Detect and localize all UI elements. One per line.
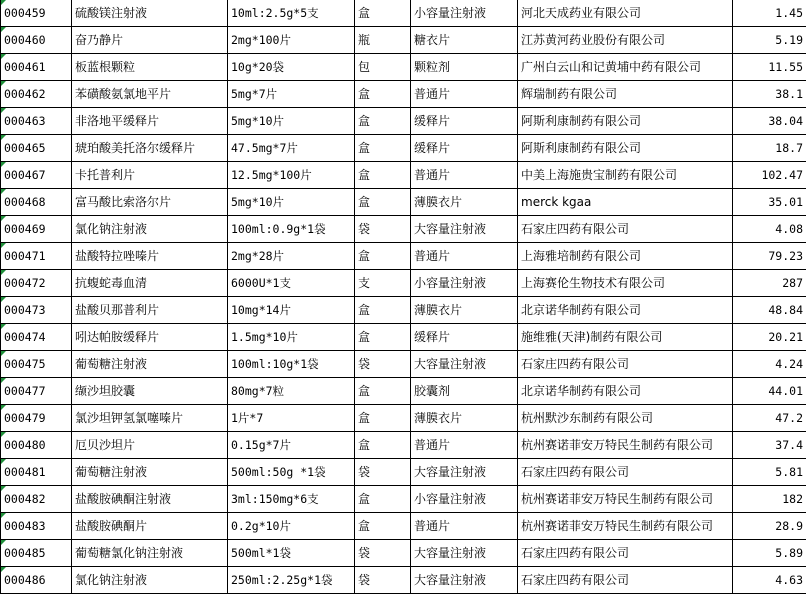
cell-spec[interactable]: 250ml:2.25g*1袋	[228, 567, 355, 594]
cell-manufacturer[interactable]: 石家庄四药有限公司	[518, 567, 733, 594]
cell-code[interactable]: 000474	[1, 324, 72, 351]
cell-dosage-form[interactable]: 大容量注射液	[411, 567, 518, 594]
cell-code[interactable]: 000477	[1, 378, 72, 405]
cell-code[interactable]: 000473	[1, 297, 72, 324]
cell-drug-name[interactable]: 硫酸镁注射液	[72, 0, 228, 27]
cell-dosage-form[interactable]: 普通片	[411, 81, 518, 108]
cell-spec[interactable]: 6000U*1支	[228, 270, 355, 297]
table-row	[1, 0, 806, 27]
cell-dosage-form[interactable]: 小容量注射液	[411, 270, 518, 297]
cell-spec[interactable]: 500ml:50g *1袋	[228, 459, 355, 486]
cell-drug-name[interactable]: 奋乃静片	[72, 27, 228, 54]
cell-price[interactable]: 5.19	[733, 27, 806, 54]
cell-manufacturer[interactable]: 辉瑞制药有限公司	[518, 81, 733, 108]
table-row	[1, 486, 806, 513]
cell-code[interactable]: 000482	[1, 486, 72, 513]
cell-drug-name[interactable]: 葡萄糖注射液	[72, 351, 228, 378]
cell-manufacturer[interactable]: 杭州赛诺菲安万特民生制药有限公司	[518, 513, 733, 540]
table-row	[1, 297, 806, 324]
cell-dosage-form[interactable]: 普通片	[411, 162, 518, 189]
cell-manufacturer[interactable]: 中美上海施贵宝制药有限公司	[518, 162, 733, 189]
table-body	[1, 0, 806, 594]
cell-drug-name[interactable]: 氯化钠注射液	[72, 567, 228, 594]
cell-dosage-form[interactable]: 缓释片	[411, 324, 518, 351]
cell-code[interactable]: 000472	[1, 270, 72, 297]
cell-price[interactable]: 102.47	[733, 162, 806, 189]
cell-spec[interactable]: 0.2g*10片	[228, 513, 355, 540]
table-row	[1, 540, 806, 567]
cell-code[interactable]: 000462	[1, 81, 72, 108]
cell-unit[interactable]: 盒	[355, 81, 411, 108]
cell-spec[interactable]: 5mg*10片	[228, 189, 355, 216]
cell-drug-name[interactable]: 盐酸特拉唑嗪片	[72, 243, 228, 270]
cell-code[interactable]: 000481	[1, 459, 72, 486]
cell-code[interactable]: 000469	[1, 216, 72, 243]
cell-dosage-form[interactable]: 大容量注射液	[411, 540, 518, 567]
cell-price[interactable]: 44.01	[733, 378, 806, 405]
cell-code[interactable]: 000461	[1, 54, 72, 81]
cell-spec[interactable]: 10g*20袋	[228, 54, 355, 81]
cell-unit[interactable]: 瓶	[355, 27, 411, 54]
cell-price[interactable]: 47.2	[733, 405, 806, 432]
cell-drug-name[interactable]: 葡萄糖注射液	[72, 459, 228, 486]
cell-drug-name[interactable]: 板蓝根颗粒	[72, 54, 228, 81]
cell-price[interactable]: 38.04	[733, 108, 806, 135]
cell-code[interactable]: 000465	[1, 135, 72, 162]
table-row	[1, 54, 806, 81]
cell-code[interactable]: 000479	[1, 405, 72, 432]
table-row	[1, 459, 806, 486]
cell-drug-name[interactable]: 富马酸比索洛尔片	[72, 189, 228, 216]
cell-manufacturer[interactable]: 阿斯利康制药有限公司	[518, 108, 733, 135]
table-row	[1, 27, 806, 54]
cell-spec[interactable]: 1.5mg*10片	[228, 324, 355, 351]
cell-drug-name[interactable]: 盐酸贝那普利片	[72, 297, 228, 324]
cell-manufacturer[interactable]: 杭州赛诺菲安万特民生制药有限公司	[518, 486, 733, 513]
table-row	[1, 135, 806, 162]
table-row	[1, 405, 806, 432]
cell-spec[interactable]: 5mg*10片	[228, 108, 355, 135]
cell-price[interactable]: 20.21	[733, 324, 806, 351]
cell-spec[interactable]: 2mg*28片	[228, 243, 355, 270]
table-row	[1, 216, 806, 243]
table-row	[1, 189, 806, 216]
cell-manufacturer[interactable]: 北京诺华制药有限公司	[518, 378, 733, 405]
cell-drug-name[interactable]: 吲达帕胺缓释片	[72, 324, 228, 351]
cell-unit[interactable]: 盒	[355, 486, 411, 513]
cell-unit[interactable]: 盒	[355, 513, 411, 540]
cell-spec[interactable]: 100ml:10g*1袋	[228, 351, 355, 378]
cell-manufacturer[interactable]: 广州白云山和记黄埔中药有限公司	[518, 54, 733, 81]
cell-price[interactable]: 4.08	[733, 216, 806, 243]
cell-code[interactable]: 000485	[1, 540, 72, 567]
cell-price[interactable]: 287	[733, 270, 806, 297]
cell-code[interactable]: 000459	[1, 0, 72, 27]
cell-manufacturer[interactable]: 施维雅(天津)制药有限公司	[518, 324, 733, 351]
table-row	[1, 432, 806, 459]
cell-manufacturer[interactable]: 杭州默沙东制药有限公司	[518, 405, 733, 432]
cell-dosage-form[interactable]: 小容量注射液	[411, 0, 518, 27]
cell-spec[interactable]: 12.5mg*100片	[228, 162, 355, 189]
cell-unit[interactable]: 盒	[355, 135, 411, 162]
cell-unit[interactable]: 盒	[355, 405, 411, 432]
cell-price[interactable]: 18.7	[733, 135, 806, 162]
cell-dosage-form[interactable]: 普通片	[411, 513, 518, 540]
cell-spec[interactable]: 0.15g*7片	[228, 432, 355, 459]
cell-spec[interactable]: 47.5mg*7片	[228, 135, 355, 162]
cell-unit[interactable]: 袋	[355, 216, 411, 243]
cell-unit[interactable]: 包	[355, 54, 411, 81]
cell-code[interactable]: 000467	[1, 162, 72, 189]
cell-drug-name[interactable]: 盐酸胺碘酮片	[72, 513, 228, 540]
cell-dosage-form[interactable]: 普通片	[411, 243, 518, 270]
cell-drug-name[interactable]: 氯沙坦钾氢氯噻嗪片	[72, 405, 228, 432]
cell-dosage-form[interactable]: 胶囊剂	[411, 378, 518, 405]
table-row	[1, 351, 806, 378]
cell-manufacturer[interactable]: 河北天成药业有限公司	[518, 0, 733, 27]
cell-price[interactable]: 4.63	[733, 567, 806, 594]
cell-price[interactable]: 1.45	[733, 0, 806, 27]
cell-dosage-form[interactable]: 糖衣片	[411, 27, 518, 54]
cell-price[interactable]: 11.55	[733, 54, 806, 81]
cell-dosage-form[interactable]: 缓释片	[411, 108, 518, 135]
cell-unit[interactable]: 袋	[355, 351, 411, 378]
cell-manufacturer[interactable]: 石家庄四药有限公司	[518, 540, 733, 567]
cell-manufacturer[interactable]: 北京诺华制药有限公司	[518, 297, 733, 324]
cell-price[interactable]: 5.81	[733, 459, 806, 486]
table-row	[1, 324, 806, 351]
cell-dosage-form[interactable]: 小容量注射液	[411, 486, 518, 513]
cell-drug-name[interactable]: 盐酸胺碘酮注射液	[72, 486, 228, 513]
cell-price[interactable]: 4.24	[733, 351, 806, 378]
cell-code[interactable]: 000471	[1, 243, 72, 270]
cell-unit[interactable]: 袋	[355, 540, 411, 567]
table-row	[1, 108, 806, 135]
cell-unit[interactable]: 袋	[355, 459, 411, 486]
cell-drug-name[interactable]: 抗蝮蛇毒血清	[72, 270, 228, 297]
cell-price[interactable]: 182	[733, 486, 806, 513]
cell-spec[interactable]: 80mg*7粒	[228, 378, 355, 405]
cell-dosage-form[interactable]: 普通片	[411, 432, 518, 459]
cell-unit[interactable]: 袋	[355, 567, 411, 594]
cell-code[interactable]: 000460	[1, 27, 72, 54]
cell-dosage-form[interactable]: 大容量注射液	[411, 459, 518, 486]
cell-drug-name[interactable]: 卡托普利片	[72, 162, 228, 189]
cell-drug-name[interactable]: 非洛地平缓释片	[72, 108, 228, 135]
cell-unit[interactable]: 盒	[355, 0, 411, 27]
cell-unit[interactable]: 盒	[355, 378, 411, 405]
cell-spec[interactable]: 100ml:0.9g*1袋	[228, 216, 355, 243]
cell-drug-name[interactable]: 苯磺酸氨氯地平片	[72, 81, 228, 108]
cell-unit[interactable]: 支	[355, 270, 411, 297]
table-row	[1, 243, 806, 270]
cell-spec[interactable]: 10ml:2.5g*5支	[228, 0, 355, 27]
cell-code[interactable]: 000483	[1, 513, 72, 540]
cell-code[interactable]: 000463	[1, 108, 72, 135]
cell-spec[interactable]: 5mg*7片	[228, 81, 355, 108]
cell-manufacturer[interactable]: 阿斯利康制药有限公司	[518, 135, 733, 162]
cell-unit[interactable]: 盒	[355, 162, 411, 189]
table-row	[1, 270, 806, 297]
cell-spec[interactable]: 10mg*14片	[228, 297, 355, 324]
table-row	[1, 567, 806, 594]
cell-spec[interactable]: 2mg*100片	[228, 27, 355, 54]
cell-price[interactable]: 38.1	[733, 81, 806, 108]
cell-spec[interactable]: 500ml*1袋	[228, 540, 355, 567]
cell-unit[interactable]: 盒	[355, 297, 411, 324]
cell-spec[interactable]: 1片*7	[228, 405, 355, 432]
cell-manufacturer[interactable]: merck kgaa	[518, 189, 733, 216]
table-row	[1, 81, 806, 108]
cell-price[interactable]: 5.89	[733, 540, 806, 567]
cell-unit[interactable]: 盒	[355, 189, 411, 216]
cell-price[interactable]: 35.01	[733, 189, 806, 216]
cell-dosage-form[interactable]: 颗粒剂	[411, 54, 518, 81]
cell-dosage-form[interactable]: 大容量注射液	[411, 351, 518, 378]
cell-spec[interactable]: 3ml:150mg*6支	[228, 486, 355, 513]
cell-dosage-form[interactable]: 薄膜衣片	[411, 405, 518, 432]
cell-dosage-form[interactable]: 大容量注射液	[411, 216, 518, 243]
cell-manufacturer[interactable]: 上海雅培制药有限公司	[518, 243, 733, 270]
cell-manufacturer[interactable]: 上海赛伦生物技术有限公司	[518, 270, 733, 297]
cell-price[interactable]: 79.23	[733, 243, 806, 270]
cell-drug-name[interactable]: 缬沙坦胶囊	[72, 378, 228, 405]
cell-code[interactable]: 000486	[1, 567, 72, 594]
cell-price[interactable]: 28.9	[733, 513, 806, 540]
table-row	[1, 378, 806, 405]
cell-unit[interactable]: 盒	[355, 432, 411, 459]
cell-drug-name[interactable]: 厄贝沙坦片	[72, 432, 228, 459]
cell-drug-name[interactable]: 琥珀酸美托洛尔缓释片	[72, 135, 228, 162]
cell-price[interactable]: 37.4	[733, 432, 806, 459]
cell-manufacturer[interactable]: 石家庄四药有限公司	[518, 216, 733, 243]
cell-dosage-form[interactable]: 薄膜衣片	[411, 189, 518, 216]
cell-code[interactable]: 000468	[1, 189, 72, 216]
cell-unit[interactable]: 盒	[355, 108, 411, 135]
cell-unit[interactable]: 盒	[355, 243, 411, 270]
cell-drug-name[interactable]: 葡萄糖氯化钠注射液	[72, 540, 228, 567]
table-row	[1, 513, 806, 540]
cell-dosage-form[interactable]: 缓释片	[411, 135, 518, 162]
cell-manufacturer[interactable]: 石家庄四药有限公司	[518, 459, 733, 486]
cell-dosage-form[interactable]: 薄膜衣片	[411, 297, 518, 324]
cell-unit[interactable]: 盒	[355, 324, 411, 351]
cell-manufacturer[interactable]: 石家庄四药有限公司	[518, 351, 733, 378]
cell-code[interactable]: 000480	[1, 432, 72, 459]
cell-price[interactable]: 48.84	[733, 297, 806, 324]
cell-manufacturer[interactable]: 杭州赛诺菲安万特民生制药有限公司	[518, 432, 733, 459]
table-row	[1, 162, 806, 189]
cell-drug-name[interactable]: 氯化钠注射液	[72, 216, 228, 243]
cell-manufacturer[interactable]: 江苏黄河药业股份有限公司	[518, 27, 733, 54]
cell-code[interactable]: 000475	[1, 351, 72, 378]
